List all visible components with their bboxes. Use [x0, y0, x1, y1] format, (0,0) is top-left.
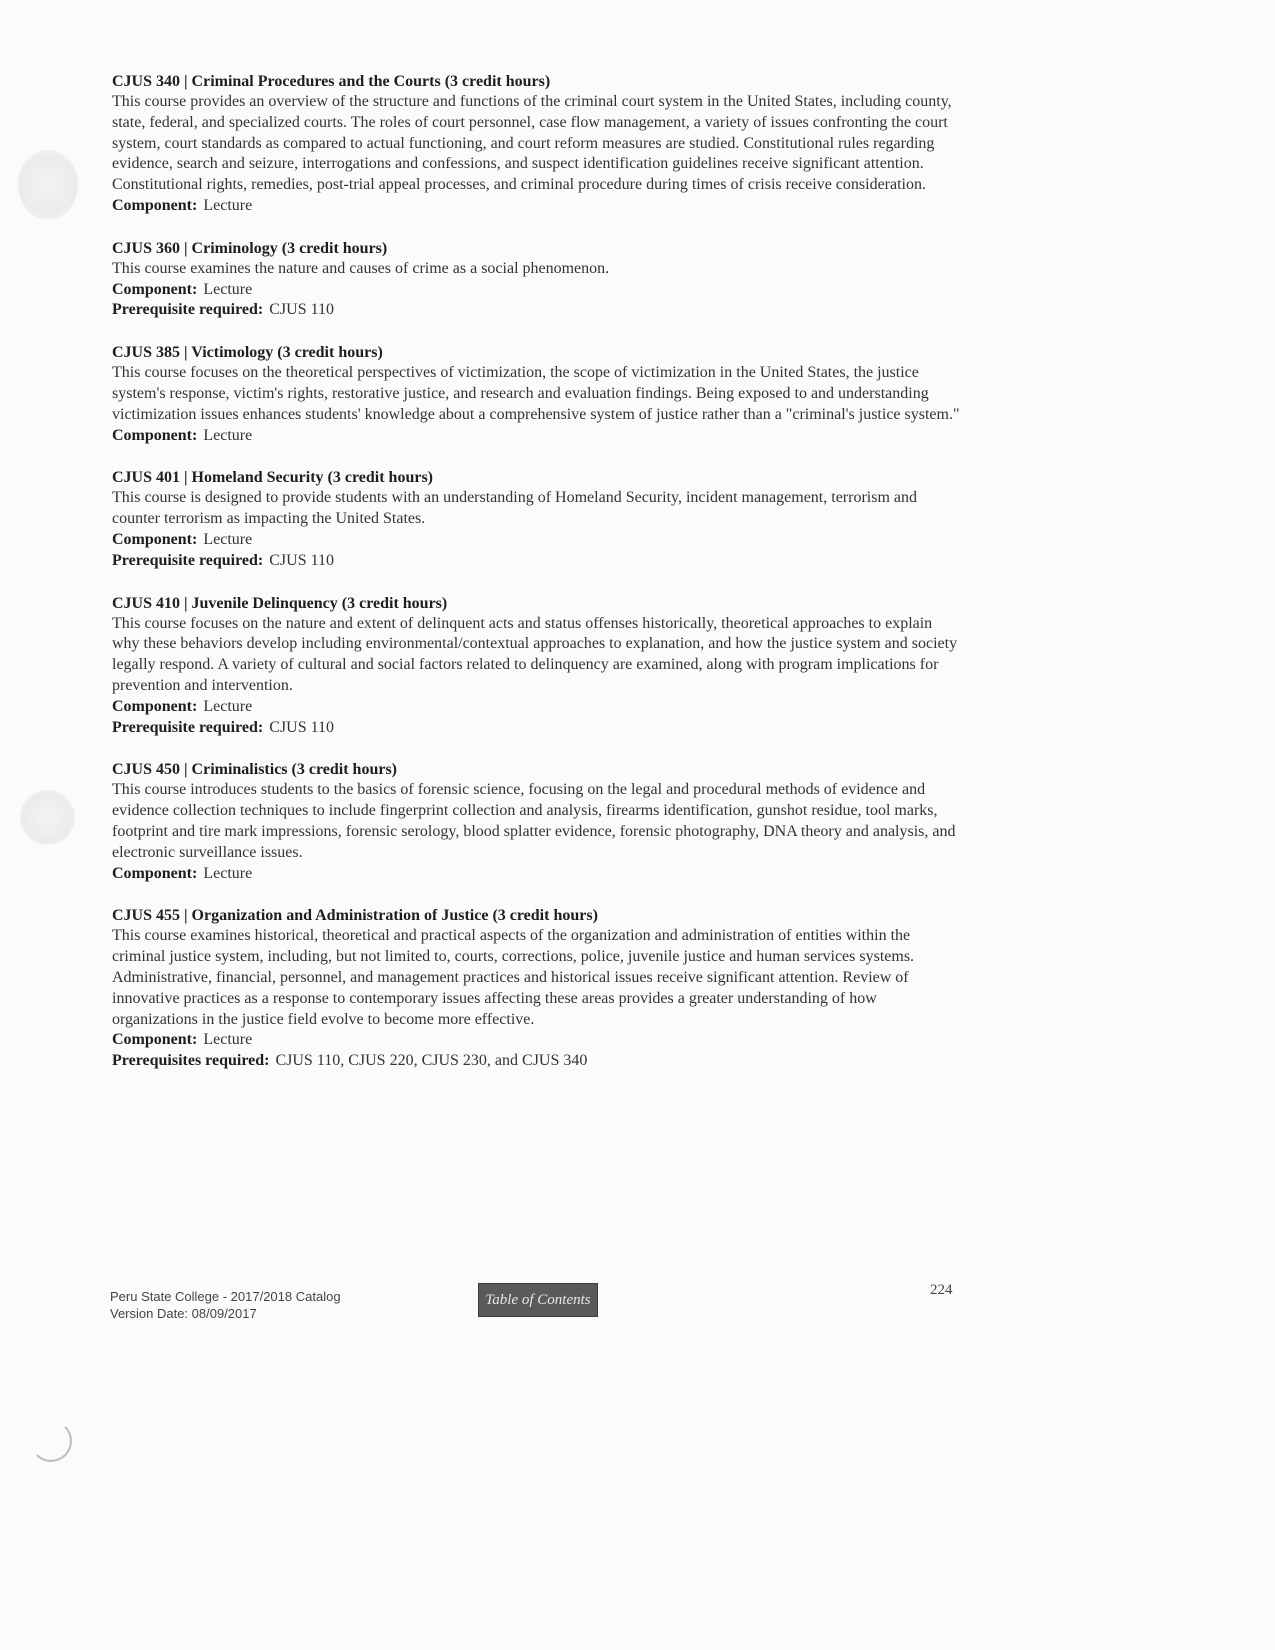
- course-prerequisite: [112, 300, 962, 321]
- course-title: CJUS 340 | Criminal Procedures and the Courts (3 credit hours): [112, 73, 551, 90]
- course-component: [112, 196, 962, 217]
- course-title: CJUS 410 | Juvenile Delinquency (3 credit hours): [112, 594, 448, 612]
- version-date: Version Date: 08/09/2017: [110, 1306, 257, 1321]
- prerequisite-value: CJUS 110: [269, 718, 335, 736]
- page-number: 224: [930, 1282, 953, 1298]
- course-component: [112, 426, 962, 447]
- course-list: [112, 72, 962, 1094]
- course-component: [112, 280, 962, 301]
- page-footer: [110, 1288, 341, 1322]
- catalog-name: Peru State College - 2017/2018 Catalog: [110, 1289, 341, 1304]
- component-value: Lecture: [203, 864, 253, 882]
- course-prerequisite: [112, 1051, 962, 1072]
- prerequisite-label: Prerequisite required:: [112, 718, 264, 736]
- course-description: This course introduces students to the basics of forensic science, focusing on the legal and procedural methods of evidence and evidence collection techniques to include fingerprint collection and analysis, firearms identification, gunshot residue, tool marks, footprint and tire mark impressions, forensic serology, blood splatter evidence, forensic photography, DNA theory and analysis, and electronic surveillance issues.: [112, 781, 956, 861]
- course-description: This course focuses on the theoretical perspectives of victimization, the scope of victimization in the United States, the justice system's response, victim's rights, restorative justice, and research and evaluation findings. Being exposed to and understanding victimization issues enhances students' knowledge about a comprehensive system of justice rather than a "criminal's justice system.": [112, 364, 960, 423]
- component-label: Component:: [112, 530, 198, 548]
- course-entry: [112, 594, 962, 739]
- course-entry: [112, 343, 962, 446]
- prerequisite-value: CJUS 110, CJUS 220, CJUS 230, and CJUS 340: [275, 1052, 588, 1070]
- component-label: Component:: [112, 280, 198, 298]
- component-value: Lecture: [203, 1031, 253, 1049]
- component-label: Component:: [112, 426, 198, 444]
- course-entry: [112, 468, 962, 571]
- course-description: This course is designed to provide students with an understanding of Homeland Security, incident management, terrorism and counter terrorism as impacting the United States.: [112, 489, 917, 528]
- component-value: Lecture: [203, 426, 253, 444]
- prerequisite-label: Prerequisite required:: [112, 551, 264, 569]
- course-title: CJUS 360 | Criminology (3 credit hours): [112, 239, 388, 257]
- prerequisite-value: CJUS 110: [269, 551, 335, 569]
- course-description: This course examines the nature and causes of crime as a social phenomenon.: [112, 259, 610, 277]
- course-title: CJUS 455 | Organization and Administration of Justice (3 credit hours): [112, 907, 598, 925]
- course-component: [112, 530, 962, 551]
- component-value: Lecture: [203, 196, 253, 214]
- course-entry: [112, 906, 962, 1072]
- course-prerequisite: [112, 551, 962, 572]
- punch-hole-mark: [30, 1420, 72, 1462]
- course-entry: [112, 72, 962, 217]
- course-title: CJUS 450 | Criminalistics (3 credit hours): [112, 761, 397, 779]
- course-title: CJUS 385 | Victimology (3 credit hours): [112, 344, 383, 362]
- punch-hole-middle: [20, 790, 75, 845]
- table-of-contents-button[interactable]: Table of Contents: [478, 1283, 598, 1317]
- component-label: Component:: [112, 1031, 198, 1049]
- component-label: Component:: [112, 697, 198, 715]
- course-description: This course provides an overview of the structure and functions of the criminal court system in the United States, including county, state, federal, and specialized courts. The roles of court personnel, case flow management, a variety of issues confronting the court system, court standards as compared to actual functioning, and court reform measures are studied. Constitutional rules regarding evidence, search and seizure, interrogations and confessions, and suspect identification guidelines receive significant attention. Constitutional rights, remedies, post-trial appeal processes, and criminal procedure during times of crisis receive consideration.: [112, 93, 952, 194]
- prerequisite-value: CJUS 110: [269, 301, 335, 319]
- prerequisite-label: Prerequisite required:: [112, 301, 264, 319]
- course-component: [112, 864, 962, 885]
- course-component: [112, 1030, 962, 1051]
- component-value: Lecture: [203, 530, 253, 548]
- punch-hole-top: [18, 150, 78, 220]
- course-description: This course focuses on the nature and extent of delinquent acts and status offenses historically, theoretical approaches to explain why these behaviors develop including environmental/contextual approaches to explanation, and how the justice system and society legally respond. A variety of cultural and social factors related to delinquency are examined, along with program implications for prevention and intervention.: [112, 614, 958, 694]
- component-label: Component:: [112, 196, 198, 214]
- course-entry: [112, 760, 962, 884]
- course-prerequisite: [112, 718, 962, 739]
- component-value: Lecture: [203, 697, 253, 715]
- course-title: CJUS 401 | Homeland Security (3 credit hours): [112, 469, 433, 487]
- component-value: Lecture: [203, 280, 253, 298]
- course-entry: [112, 239, 962, 321]
- prerequisite-label: Prerequisites required:: [112, 1052, 270, 1070]
- course-description: This course examines historical, theoretical and practical aspects of the organization and administration of entities within the criminal justice system, including, but not limited to, courts, corrections, police, juvenile justice and human services systems. Administrative, financial, personnel, and management practices and historical issues receive significant attention. Review of innovative practices as a response to contemporary issues affecting these areas provides a greater understanding of how organizations in the justice field evolve to become more effective.: [112, 927, 915, 1028]
- component-label: Component:: [112, 864, 198, 882]
- course-component: [112, 697, 962, 718]
